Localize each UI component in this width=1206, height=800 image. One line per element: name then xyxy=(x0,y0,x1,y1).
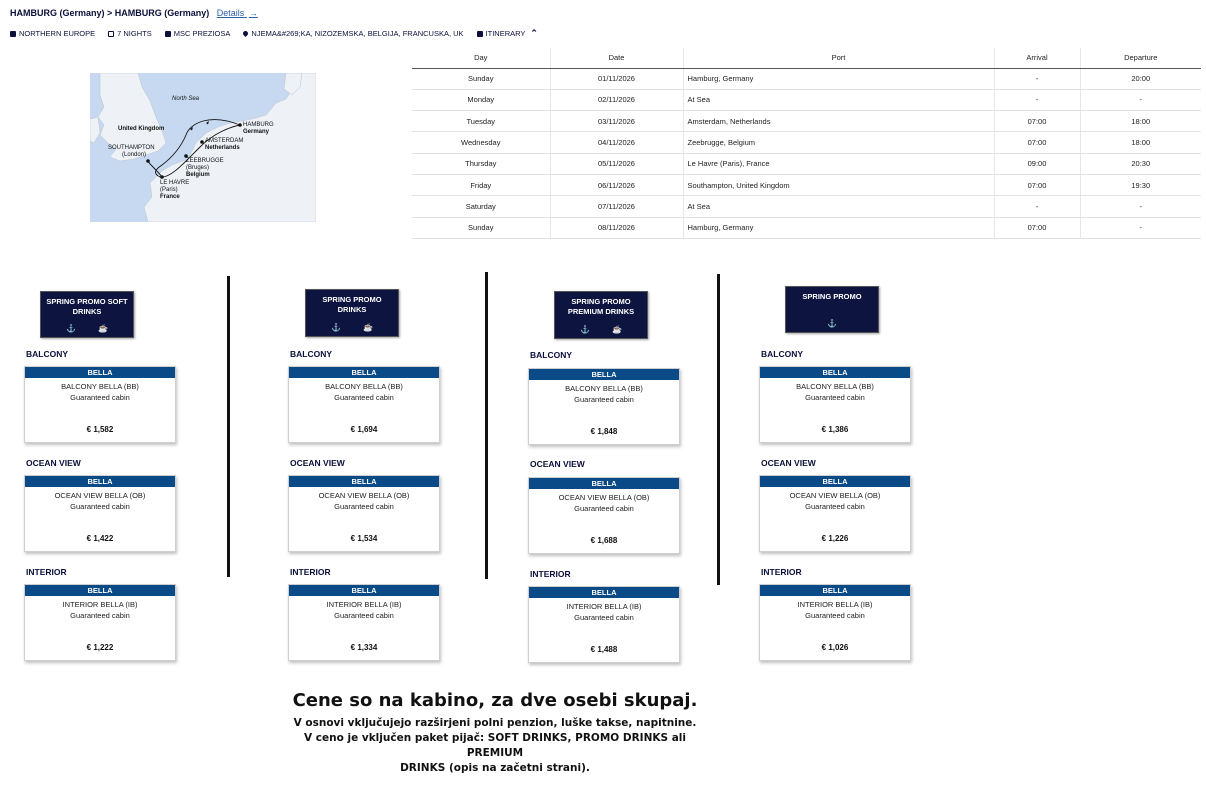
cell-departure: - xyxy=(1080,217,1201,238)
cabin-note: Guaranteed cabin xyxy=(805,502,865,511)
cell-date: 08/11/2026 xyxy=(550,217,683,238)
cabin-price: € 1,386 xyxy=(821,425,849,434)
cabin-category-label: BALCONY xyxy=(530,350,573,360)
cell-date: 07/11/2026 xyxy=(550,196,683,217)
cell-departure: 19:30 xyxy=(1080,174,1201,195)
promo-title: SPRING PROMO DRINKS xyxy=(322,295,382,314)
cabin-note: Guaranteed cabin xyxy=(805,611,865,620)
cabin-category-label: OCEAN VIEW xyxy=(530,459,585,469)
promo-title: SPRING PROMO SOFT DRINKS xyxy=(46,297,128,316)
card-experience-header: BELLA xyxy=(289,476,439,487)
table-row xyxy=(412,217,1201,238)
dining-icon: ☕ xyxy=(363,323,373,332)
cabin-category-label: INTERIOR xyxy=(26,567,67,577)
cell-day: Saturday xyxy=(412,196,550,217)
table-header-row xyxy=(412,48,1201,68)
cell-departure: 20:00 xyxy=(1080,68,1201,89)
cell-date: 03/11/2026 xyxy=(550,111,683,132)
card-experience-header: BELLA xyxy=(760,367,910,378)
cabin-name: OCEAN VIEW BELLA (OB) xyxy=(318,491,410,500)
card-experience-header: BELLA xyxy=(760,476,910,487)
col-arrival: Arrival xyxy=(994,48,1080,68)
cabin-price: € 1,422 xyxy=(86,534,114,543)
table-row xyxy=(412,132,1201,153)
cabin-price-card[interactable] xyxy=(288,366,440,443)
cabin-category-label: INTERIOR xyxy=(530,569,571,579)
table-row xyxy=(412,196,1201,217)
cell-day: Monday xyxy=(412,89,550,110)
cabin-category-label: BALCONY xyxy=(761,349,804,359)
table-row xyxy=(412,174,1201,195)
cell-day: Tuesday xyxy=(412,111,550,132)
chevron-up-icon: ⌃ xyxy=(530,28,538,38)
cabin-note: Guaranteed cabin xyxy=(334,502,394,511)
promo-badge xyxy=(40,291,134,338)
map-label-lehavre: LE HAVRE (Paris) France xyxy=(160,180,190,200)
map-label-zeebrugge: ZEEBRUGGE (Bruges) Belgium xyxy=(186,158,224,178)
cell-port: Hamburg, Germany xyxy=(683,217,994,238)
cell-arrival: - xyxy=(994,68,1080,89)
cabin-note: Guaranteed cabin xyxy=(70,611,130,620)
cabin-name: INTERIOR BELLA (IB) xyxy=(62,600,138,609)
cabin-note: Guaranteed cabin xyxy=(574,613,634,622)
cabin-price-card[interactable] xyxy=(759,475,911,552)
cabin-price: € 1,688 xyxy=(590,536,618,545)
arrow-right-icon: → xyxy=(248,8,258,18)
cell-day: Friday xyxy=(412,174,550,195)
table-row xyxy=(412,68,1201,89)
cabin-price-card[interactable] xyxy=(528,477,680,554)
cabin-name: INTERIOR BELLA (IB) xyxy=(326,600,402,609)
column-divider xyxy=(717,274,720,585)
cabin-name: BALCONY BELLA (BB) xyxy=(325,382,403,391)
cabin-price-card[interactable] xyxy=(288,475,440,552)
cabin-price-card[interactable] xyxy=(759,366,911,443)
route-title xyxy=(10,8,258,18)
cell-port: Hamburg, Germany xyxy=(683,68,994,89)
cabin-price-card[interactable] xyxy=(24,475,176,552)
dining-icon: ☕ xyxy=(98,324,108,333)
itinerary-toggle[interactable]: ITINERARY ⌃ xyxy=(477,28,538,39)
ship-meta: MSC PREZIOSA xyxy=(165,29,231,38)
cabin-category-label: OCEAN VIEW xyxy=(26,458,81,468)
cell-date: 04/11/2026 xyxy=(550,132,683,153)
region-icon xyxy=(10,31,16,37)
map-label-amsterdam: AMSTERDAM Netherlands xyxy=(205,138,244,151)
table-row xyxy=(412,153,1201,174)
cell-arrival: - xyxy=(994,196,1080,217)
cell-port: Southampton, United Kingdom xyxy=(683,174,994,195)
cell-arrival: 07:00 xyxy=(994,174,1080,195)
card-experience-header: BELLA xyxy=(25,476,175,487)
cell-day: Thursday xyxy=(412,153,550,174)
cell-arrival: 07:00 xyxy=(994,111,1080,132)
card-experience-header: BELLA xyxy=(289,367,439,378)
cell-port: At Sea xyxy=(683,196,994,217)
col-port: Port xyxy=(683,48,994,68)
map-label-sea: North Sea xyxy=(172,96,200,102)
card-experience-header: BELLA xyxy=(25,367,175,378)
cruise-meta xyxy=(10,28,538,39)
price-note-line: V osnovi vključujejo razširjeni polni penzion, luške takse, napitnine. xyxy=(293,717,697,729)
dining-icon: ☕ xyxy=(612,325,622,334)
price-note-heading: Cene so na kabino, za dve osebi skupaj. xyxy=(292,690,698,711)
cabin-note: Guaranteed cabin xyxy=(574,395,634,404)
card-experience-header: BELLA xyxy=(529,587,679,598)
calendar-icon xyxy=(108,31,114,37)
promo-badge xyxy=(554,291,648,339)
cabin-price: € 1,582 xyxy=(86,425,114,434)
location-pin-icon xyxy=(242,30,249,37)
promo-icons xyxy=(786,319,878,328)
cell-departure: - xyxy=(1080,196,1201,217)
col-departure: Departure xyxy=(1080,48,1201,68)
itinerary-icon xyxy=(477,31,483,37)
cell-port: Amsterdam, Netherlands xyxy=(683,111,994,132)
cell-port: Le Havre (Paris), France xyxy=(683,153,994,174)
cabin-price: € 1,222 xyxy=(86,643,114,652)
cabin-name: BALCONY BELLA (BB) xyxy=(565,384,643,393)
cabin-category-label: BALCONY xyxy=(26,349,69,359)
column-divider xyxy=(227,276,230,577)
cabin-name: INTERIOR BELLA (IB) xyxy=(797,600,873,609)
card-experience-header: BELLA xyxy=(289,585,439,596)
cell-departure: 18:00 xyxy=(1080,111,1201,132)
cell-day: Wednesday xyxy=(412,132,550,153)
cabin-price: € 1,534 xyxy=(350,534,378,543)
promo-badge xyxy=(305,289,399,337)
promo-title: SPRING PROMO PREMIUM DRINKS xyxy=(567,297,635,316)
cabin-price-card[interactable] xyxy=(528,368,680,445)
cabin-note: Guaranteed cabin xyxy=(334,393,394,402)
cabin-name: INTERIOR BELLA (IB) xyxy=(566,602,642,611)
card-experience-header: BELLA xyxy=(760,585,910,596)
cell-departure: - xyxy=(1080,89,1201,110)
region-meta: NORTHERN EUROPE xyxy=(10,29,95,38)
cabin-category-label: INTERIOR xyxy=(761,567,802,577)
cell-departure: 20:30 xyxy=(1080,153,1201,174)
cabin-note: Guaranteed cabin xyxy=(70,393,130,402)
card-experience-header: BELLA xyxy=(529,478,679,489)
cabin-name: BALCONY BELLA (BB) xyxy=(796,382,874,391)
countries-meta: NJEMA&#269;KA, NIZOZEMSKA, BELGIJA, FRANCUSKA, UK xyxy=(243,29,463,38)
promo-badge xyxy=(785,286,879,333)
price-note-text xyxy=(285,716,705,776)
cabin-price: € 1,026 xyxy=(821,643,849,652)
cell-departure: 18:00 xyxy=(1080,132,1201,153)
cell-date: 01/11/2026 xyxy=(550,68,683,89)
cabin-price-card[interactable] xyxy=(24,366,176,443)
map-label-uk: United Kingdom xyxy=(118,126,165,132)
cell-arrival: 07:00 xyxy=(994,132,1080,153)
cell-date: 06/11/2026 xyxy=(550,174,683,195)
cabin-note: Guaranteed cabin xyxy=(805,393,865,402)
cell-arrival: 07:00 xyxy=(994,217,1080,238)
cell-day: Sunday xyxy=(412,217,550,238)
cabin-price: € 1,488 xyxy=(590,645,618,654)
ship-icon: ⚓ xyxy=(331,323,341,332)
cabin-category-label: INTERIOR xyxy=(290,567,331,577)
itinerary-table xyxy=(412,48,1201,239)
cabin-category-label: BALCONY xyxy=(290,349,333,359)
promo-icons xyxy=(555,325,647,334)
promo-icons xyxy=(41,324,133,333)
map-label-hamburg: HAMBURG Germany xyxy=(243,122,274,135)
cabin-note: Guaranteed cabin xyxy=(574,504,634,513)
card-experience-header: BELLA xyxy=(25,585,175,596)
cabin-price: € 1,848 xyxy=(590,427,618,436)
cabin-price-card[interactable] xyxy=(24,584,176,661)
cabin-category-label: OCEAN VIEW xyxy=(761,458,816,468)
cabin-name: OCEAN VIEW BELLA (OB) xyxy=(54,491,146,500)
col-day: Day xyxy=(412,48,550,68)
cabin-note: Guaranteed cabin xyxy=(70,502,130,511)
cabin-category-label: OCEAN VIEW xyxy=(290,458,345,468)
cell-port: At Sea xyxy=(683,89,994,110)
map-label-southampton: SOUTHAMPTON (London) xyxy=(108,145,155,158)
promo-icons xyxy=(306,323,398,332)
cell-day: Sunday xyxy=(412,68,550,89)
route-label: HAMBURG (Germany) > HAMBURG (Germany) xyxy=(10,8,210,18)
cabin-price-card[interactable] xyxy=(759,584,911,661)
price-note-line: DRINKS (opis na začetni strani). xyxy=(400,762,590,774)
cabin-price: € 1,694 xyxy=(350,425,378,434)
card-experience-header: BELLA xyxy=(529,369,679,380)
details-link[interactable]: Details → xyxy=(216,8,258,18)
route-map xyxy=(90,73,316,222)
cell-date: 05/11/2026 xyxy=(550,153,683,174)
ship-icon: ⚓ xyxy=(66,324,76,333)
column-divider xyxy=(485,272,488,579)
table-row xyxy=(412,89,1201,110)
promo-title: SPRING PROMO xyxy=(802,292,862,301)
col-date: Date xyxy=(550,48,683,68)
ship-icon: ⚓ xyxy=(827,319,837,328)
cabin-name: OCEAN VIEW BELLA (OB) xyxy=(558,493,650,502)
cell-port: Zeebrugge, Belgium xyxy=(683,132,994,153)
cell-arrival: 09:00 xyxy=(994,153,1080,174)
cabin-price-card[interactable] xyxy=(288,584,440,661)
cabin-name: OCEAN VIEW BELLA (OB) xyxy=(789,491,881,500)
table-row xyxy=(412,111,1201,132)
price-note-line: V ceno je vključen paket pijač: SOFT DRINKS, PROMO DRINKS ali PREMIUM xyxy=(304,732,686,759)
cabin-price-card[interactable] xyxy=(528,586,680,663)
cell-arrival: - xyxy=(994,89,1080,110)
cabin-note: Guaranteed cabin xyxy=(334,611,394,620)
cabin-price: € 1,334 xyxy=(350,643,378,652)
cabin-price: € 1,226 xyxy=(821,534,849,543)
ship-icon xyxy=(165,31,171,37)
cabin-name: BALCONY BELLA (BB) xyxy=(61,382,139,391)
ship-icon: ⚓ xyxy=(580,325,590,334)
cell-date: 02/11/2026 xyxy=(550,89,683,110)
nights-meta: 7 NIGHTS xyxy=(108,29,152,38)
